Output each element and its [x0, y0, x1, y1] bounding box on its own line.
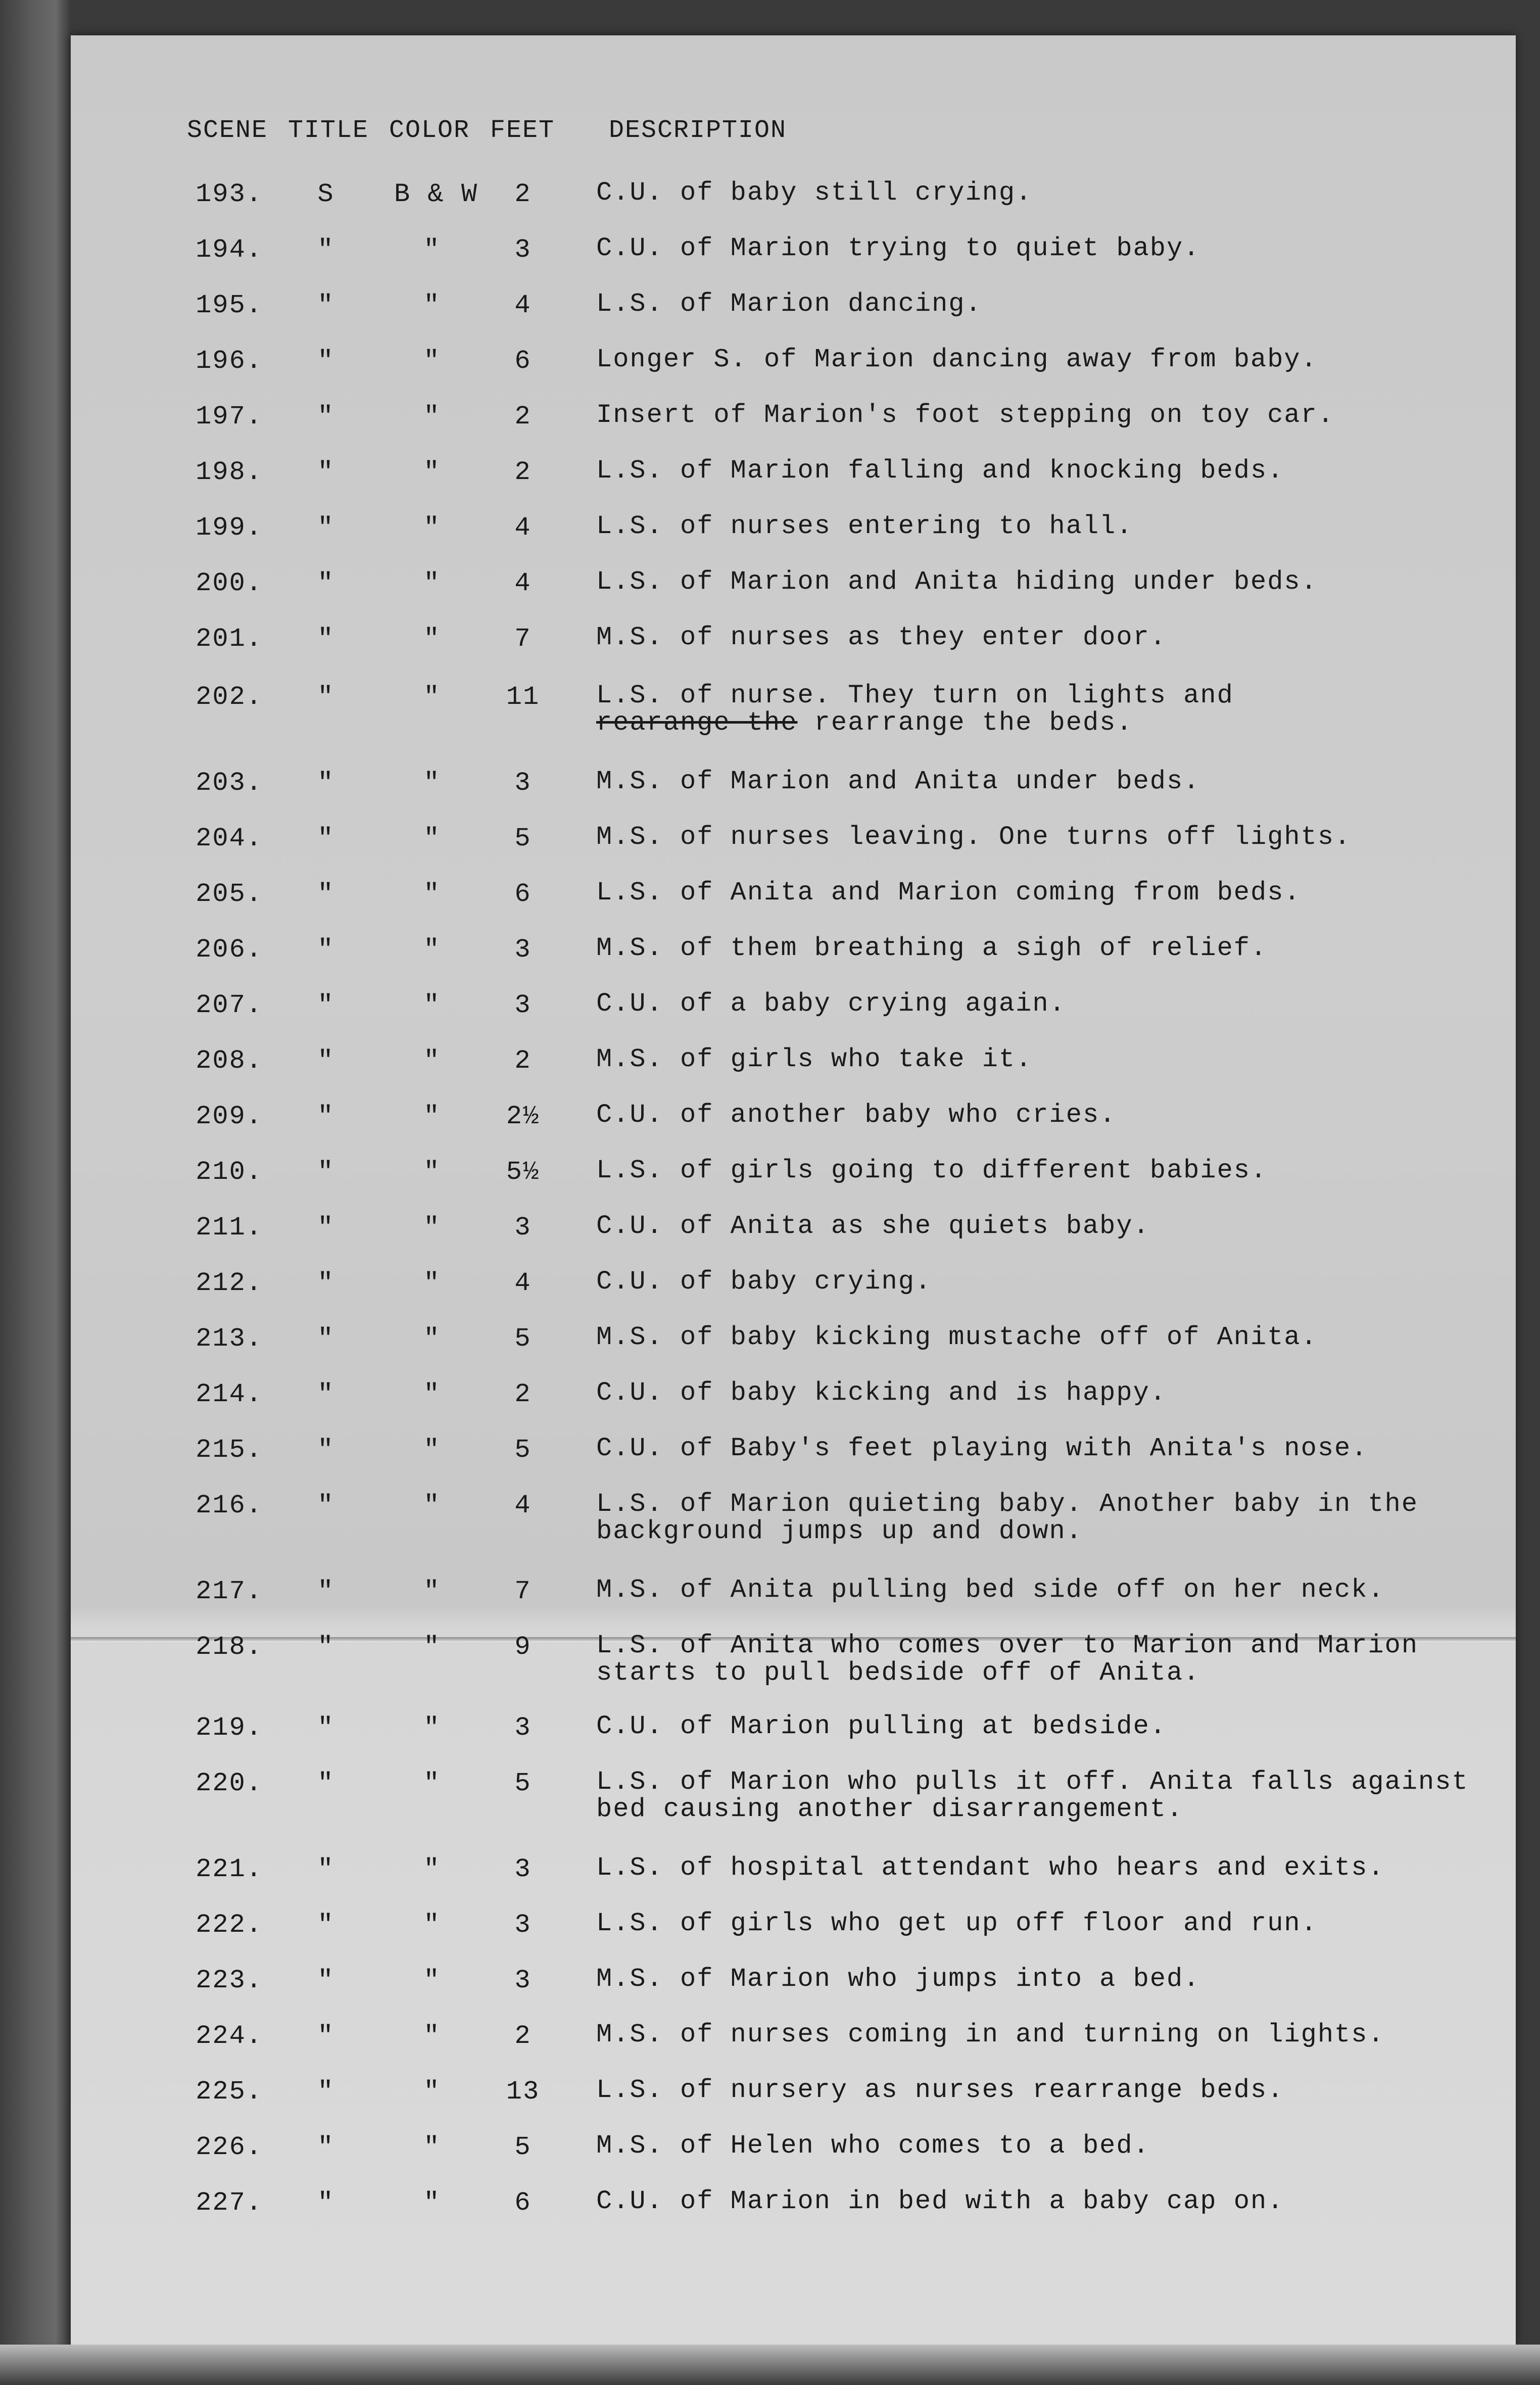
scene-description [596, 990, 1496, 1018]
title-code: " [317, 346, 334, 376]
header-color: COLOR [389, 116, 470, 145]
color-code: " [423, 1854, 441, 1884]
title-code: " [317, 1491, 334, 1520]
header-feet: FEET [490, 116, 555, 145]
title-code: " [317, 1769, 334, 1798]
scene-description [596, 935, 1496, 962]
scene-description [596, 1268, 1496, 1296]
title-code: " [317, 768, 334, 798]
color-code: " [423, 346, 441, 376]
table-row [0, 1491, 1540, 1551]
title-code: " [317, 1854, 334, 1884]
color-code: " [423, 1910, 441, 1940]
color-code: " [423, 1268, 441, 1298]
table-row [0, 1046, 1540, 1107]
scene-description [596, 1324, 1496, 1351]
title-code: " [317, 1157, 334, 1187]
title-code: " [317, 513, 334, 543]
scene-number: 200. [196, 568, 263, 598]
color-code: " [423, 682, 441, 712]
scene-description [596, 1713, 1496, 1740]
table-row [0, 1577, 1540, 1637]
color-code: " [423, 402, 441, 432]
description-text: M.S. of baby kicking mustache off of Anita. [596, 1322, 1318, 1352]
table-row [0, 1213, 1540, 1273]
title-code: " [317, 624, 334, 654]
table-row [0, 1324, 1540, 1385]
feet-count: 2 [514, 1046, 532, 1076]
scene-number: 217. [196, 1577, 263, 1606]
feet-count: 13 [506, 2077, 540, 2107]
scene-number: 198. [196, 457, 263, 487]
feet-count: 3 [514, 935, 532, 965]
scene-number: 214. [196, 1379, 263, 1409]
table-row [0, 2188, 1540, 2249]
table-row [0, 624, 1540, 685]
table-row [0, 402, 1540, 462]
title-code: " [317, 1577, 334, 1606]
scene-number: 203. [196, 768, 263, 798]
color-code: " [423, 1632, 441, 1662]
table-row [0, 1854, 1540, 1915]
description-text: C.U. of a baby crying again. [596, 989, 1066, 1019]
title-code: " [317, 1324, 334, 1354]
description-text: L.S. of Marion dancing. [596, 289, 982, 319]
scene-description [596, 1046, 1496, 1073]
title-code: " [317, 568, 334, 598]
feet-count: 5½ [506, 1157, 540, 1187]
feet-count: 2 [514, 2021, 532, 2051]
feet-count: 3 [514, 990, 532, 1020]
scene-description [596, 1769, 1496, 1823]
table-row [0, 824, 1540, 884]
scene-description [596, 1157, 1496, 1184]
color-code: " [423, 513, 441, 543]
header-description: DESCRIPTION [609, 116, 787, 145]
title-code: " [317, 1632, 334, 1662]
scene-number: 223. [196, 1966, 263, 1995]
description-text: L.S. of Marion and Anita hiding under beds. [596, 567, 1318, 597]
description-text: C.U. of Marion pulling at bedside. [596, 1711, 1167, 1741]
scene-description [596, 2188, 1496, 2215]
table-row [0, 1379, 1540, 1440]
title-code: " [317, 2132, 334, 2162]
scene-description [596, 1577, 1496, 1604]
feet-count: 6 [514, 346, 532, 376]
description-text: C.U. of another baby who cries. [596, 1100, 1117, 1130]
color-code: " [423, 935, 441, 965]
feet-count: 3 [514, 1966, 532, 1995]
title-code: " [317, 402, 334, 432]
scene-number: 225. [196, 2077, 263, 2107]
scene-description [596, 457, 1496, 485]
feet-count: 5 [514, 824, 532, 853]
title-code: " [317, 2077, 334, 2107]
table-row [0, 768, 1540, 829]
feet-count: 3 [514, 1213, 532, 1243]
color-code: " [423, 235, 441, 265]
color-code: " [423, 1713, 441, 1743]
description-text: M.S. of nurses leaving. One turns off lights. [596, 822, 1352, 852]
table-row [0, 1102, 1540, 1162]
feet-count: 4 [514, 291, 532, 320]
color-code: " [423, 1324, 441, 1354]
scene-description [596, 824, 1496, 851]
table-row [0, 879, 1540, 940]
title-code: " [317, 1268, 334, 1298]
scene-description [596, 1632, 1496, 1687]
scene-description [596, 2021, 1496, 2048]
table-row [0, 990, 1540, 1051]
table-row [0, 513, 1540, 574]
color-code: " [423, 1379, 441, 1409]
scene-number: 220. [196, 1769, 263, 1798]
feet-count: 4 [514, 513, 532, 543]
table-row [0, 179, 1540, 240]
color-code: " [423, 624, 441, 654]
color-code: " [423, 2188, 441, 2218]
description-text: C.U. of Marion in bed with a baby cap on. [596, 2186, 1284, 2216]
feet-count: 9 [514, 1632, 532, 1662]
table-row [0, 457, 1540, 518]
scene-description [596, 568, 1496, 596]
feet-count: 2½ [506, 1102, 540, 1131]
scene-number: 207. [196, 990, 263, 1020]
description-text: M.S. of Marion who jumps into a bed. [596, 1964, 1200, 1994]
scene-description [596, 402, 1496, 429]
color-code: " [423, 990, 441, 1020]
table-row [0, 1713, 1540, 1774]
scene-number: 215. [196, 1435, 263, 1465]
feet-count: 3 [514, 1713, 532, 1743]
scene-number: 210. [196, 1157, 263, 1187]
table-row [0, 1157, 1540, 1218]
scene-number: 199. [196, 513, 263, 543]
table-row [0, 1632, 1540, 1693]
title-code: " [317, 1713, 334, 1743]
scene-number: 204. [196, 824, 263, 853]
scene-description [596, 1910, 1496, 1937]
feet-count: 3 [514, 768, 532, 798]
scene-number: 222. [196, 1910, 263, 1940]
scene-description [596, 179, 1496, 207]
scene-description [596, 235, 1496, 262]
table-row [0, 2021, 1540, 2082]
description-text: C.U. of Baby's feet playing with Anita's nose. [596, 1434, 1368, 1463]
scene-description [596, 346, 1496, 373]
color-code: " [423, 1491, 441, 1520]
table-row [0, 1268, 1540, 1329]
title-code: " [317, 1435, 334, 1465]
feet-count: 5 [514, 1769, 532, 1798]
description-text: C.U. of baby crying. [596, 1267, 932, 1297]
title-code: " [317, 1910, 334, 1940]
feet-count: 3 [514, 1854, 532, 1884]
color-code: " [423, 568, 441, 598]
color-code: " [423, 1769, 441, 1798]
color-code: " [423, 1046, 441, 1076]
scene-number: 193. [196, 179, 263, 209]
description-text: M.S. of Helen who comes to a bed. [596, 2131, 1150, 2161]
scene-number: 194. [196, 235, 263, 265]
scene-number: 224. [196, 2021, 263, 2051]
description-text: M.S. of nurses as they enter door. [596, 623, 1167, 652]
color-code: " [423, 2132, 441, 2162]
scene-number: 205. [196, 879, 263, 909]
feet-count: 2 [514, 179, 532, 209]
color-code: " [423, 2021, 441, 2051]
description-text: M.S. of nurses coming in and turning on lights. [596, 2020, 1385, 2049]
scene-description [596, 1966, 1496, 1993]
table-row [0, 935, 1540, 995]
color-code: " [423, 457, 441, 487]
feet-count: 4 [514, 568, 532, 598]
feet-count: 6 [514, 2188, 532, 2218]
table-row [0, 1435, 1540, 1496]
color-code: " [423, 824, 441, 853]
scene-number: 201. [196, 624, 263, 654]
feet-count: 6 [514, 879, 532, 909]
title-code: " [317, 2188, 334, 2218]
title-code: " [317, 824, 334, 853]
scene-number: 206. [196, 935, 263, 965]
description-text: L.S. of girls going to different babies. [596, 1156, 1268, 1185]
header-title: TITLE [288, 116, 369, 145]
feet-count: 2 [514, 402, 532, 432]
scene-description [596, 1854, 1496, 1882]
table-row [0, 291, 1540, 351]
color-code: " [423, 879, 441, 909]
scene-number: 216. [196, 1491, 263, 1520]
scene-description [596, 1435, 1496, 1462]
scene-number: 226. [196, 2132, 263, 2162]
scene-number: 211. [196, 1213, 263, 1243]
description-text: L.S. of Anita who comes over to Marion and Marion starts to pull bedside off of Anita. [596, 1631, 1419, 1688]
scene-number: 195. [196, 291, 263, 320]
feet-count: 5 [514, 1435, 532, 1465]
color-code: " [423, 1157, 441, 1187]
table-row [0, 682, 1540, 743]
scene-description [596, 1213, 1496, 1240]
description-text: L.S. of nursery as nurses rearrange beds. [596, 2075, 1284, 2105]
description-text: L.S. of nurses entering to hall. [596, 511, 1133, 541]
title-code: " [317, 2021, 334, 2051]
scene-number: 197. [196, 402, 263, 432]
description-text: C.U. of baby still crying. [596, 178, 1033, 208]
scene-number: 209. [196, 1102, 263, 1131]
table-row [0, 2077, 1540, 2137]
feet-count: 2 [514, 1379, 532, 1409]
description-text: M.S. of girls who take it. [596, 1044, 1033, 1074]
table-row [0, 1769, 1540, 1829]
description-text: Insert of Marion's foot stepping on toy car. [596, 400, 1335, 430]
title-code: " [317, 990, 334, 1020]
description-text: L.S. of Anita and Marion coming from beds. [596, 878, 1301, 908]
description-text: L.S. of Marion falling and knocking beds. [596, 456, 1284, 486]
color-code: " [423, 768, 441, 798]
feet-count: 5 [514, 1324, 532, 1354]
title-code: " [317, 291, 334, 320]
description-text: C.U. of Marion trying to quiet baby. [596, 233, 1200, 263]
description-text: Longer S. of Marion dancing away from baby. [596, 345, 1318, 374]
color-code: " [423, 291, 441, 320]
color-code: " [423, 1213, 441, 1243]
feet-count: 2 [514, 457, 532, 487]
scene-number: 202. [196, 682, 263, 712]
scene-description [596, 879, 1496, 907]
scene-number: 221. [196, 1854, 263, 1884]
scene-description [596, 1491, 1496, 1545]
color-code: " [423, 2077, 441, 2107]
color-code: B & W [394, 179, 478, 209]
description-text: L.S. of nurse. They turn on lights and [596, 681, 1234, 710]
description-text: M.S. of Marion and Anita under beds. [596, 767, 1200, 796]
description-text: L.S. of Marion quieting baby. Another baby in the background jumps up and down. [596, 1489, 1419, 1546]
feet-count: 7 [514, 624, 532, 654]
feet-count: 4 [514, 1491, 532, 1520]
scene-description [596, 1379, 1496, 1407]
scene-number: 227. [196, 2188, 263, 2218]
description-continuation: rearrange the beds. [797, 708, 1133, 738]
title-code: " [317, 1046, 334, 1076]
scene-description [596, 2077, 1496, 2104]
description-text: M.S. of Anita pulling bed side off on her neck. [596, 1575, 1385, 1605]
scene-number: 219. [196, 1713, 263, 1743]
feet-count: 5 [514, 2132, 532, 2162]
feet-count: 11 [506, 682, 540, 712]
color-code: " [423, 1577, 441, 1606]
scene-number: 208. [196, 1046, 263, 1076]
header-scene: SCENE [187, 116, 268, 145]
feet-count: 3 [514, 235, 532, 265]
title-code: " [317, 1102, 334, 1131]
description-text: L.S. of girls who get up off floor and run. [596, 1909, 1318, 1938]
table-row [0, 1910, 1540, 1971]
scene-description [596, 513, 1496, 540]
title-code: " [317, 1966, 334, 1995]
title-code: " [317, 1213, 334, 1243]
struck-text: rearange the [596, 708, 798, 738]
scene-number: 212. [196, 1268, 263, 1298]
table-row [0, 568, 1540, 629]
feet-count: 3 [514, 1910, 532, 1940]
scene-description [596, 768, 1496, 795]
title-code: " [317, 1379, 334, 1409]
description-text: C.U. of baby kicking and is happy. [596, 1378, 1167, 1408]
table-row [0, 235, 1540, 296]
color-code: " [423, 1102, 441, 1131]
title-code: " [317, 935, 334, 965]
scene-description [596, 682, 1496, 737]
color-code: " [423, 1435, 441, 1465]
scene-description [596, 291, 1496, 318]
title-code: " [317, 879, 334, 909]
scene-number: 213. [196, 1324, 263, 1354]
feet-count: 4 [514, 1268, 532, 1298]
title-code: " [317, 457, 334, 487]
title-code: " [317, 682, 334, 712]
table-row [0, 346, 1540, 407]
table-row [0, 2132, 1540, 2193]
scene-description [596, 2132, 1496, 2160]
feet-count: 7 [514, 1577, 532, 1606]
scene-description [596, 1102, 1496, 1129]
description-text: L.S. of Marion who pulls it off. Anita falls against bed causing another disarrangement. [596, 1767, 1469, 1824]
title-code: " [317, 235, 334, 265]
title-code: S [317, 179, 334, 209]
color-code: " [423, 1966, 441, 1995]
scene-description [596, 624, 1496, 651]
description-text: L.S. of hospital attendant who hears and exits. [596, 1853, 1385, 1883]
table-row [0, 1966, 1540, 2026]
scene-number: 196. [196, 346, 263, 376]
scene-number: 218. [196, 1632, 263, 1662]
description-text: C.U. of Anita as she quiets baby. [596, 1211, 1150, 1241]
description-text: M.S. of them breathing a sigh of relief. [596, 933, 1268, 963]
